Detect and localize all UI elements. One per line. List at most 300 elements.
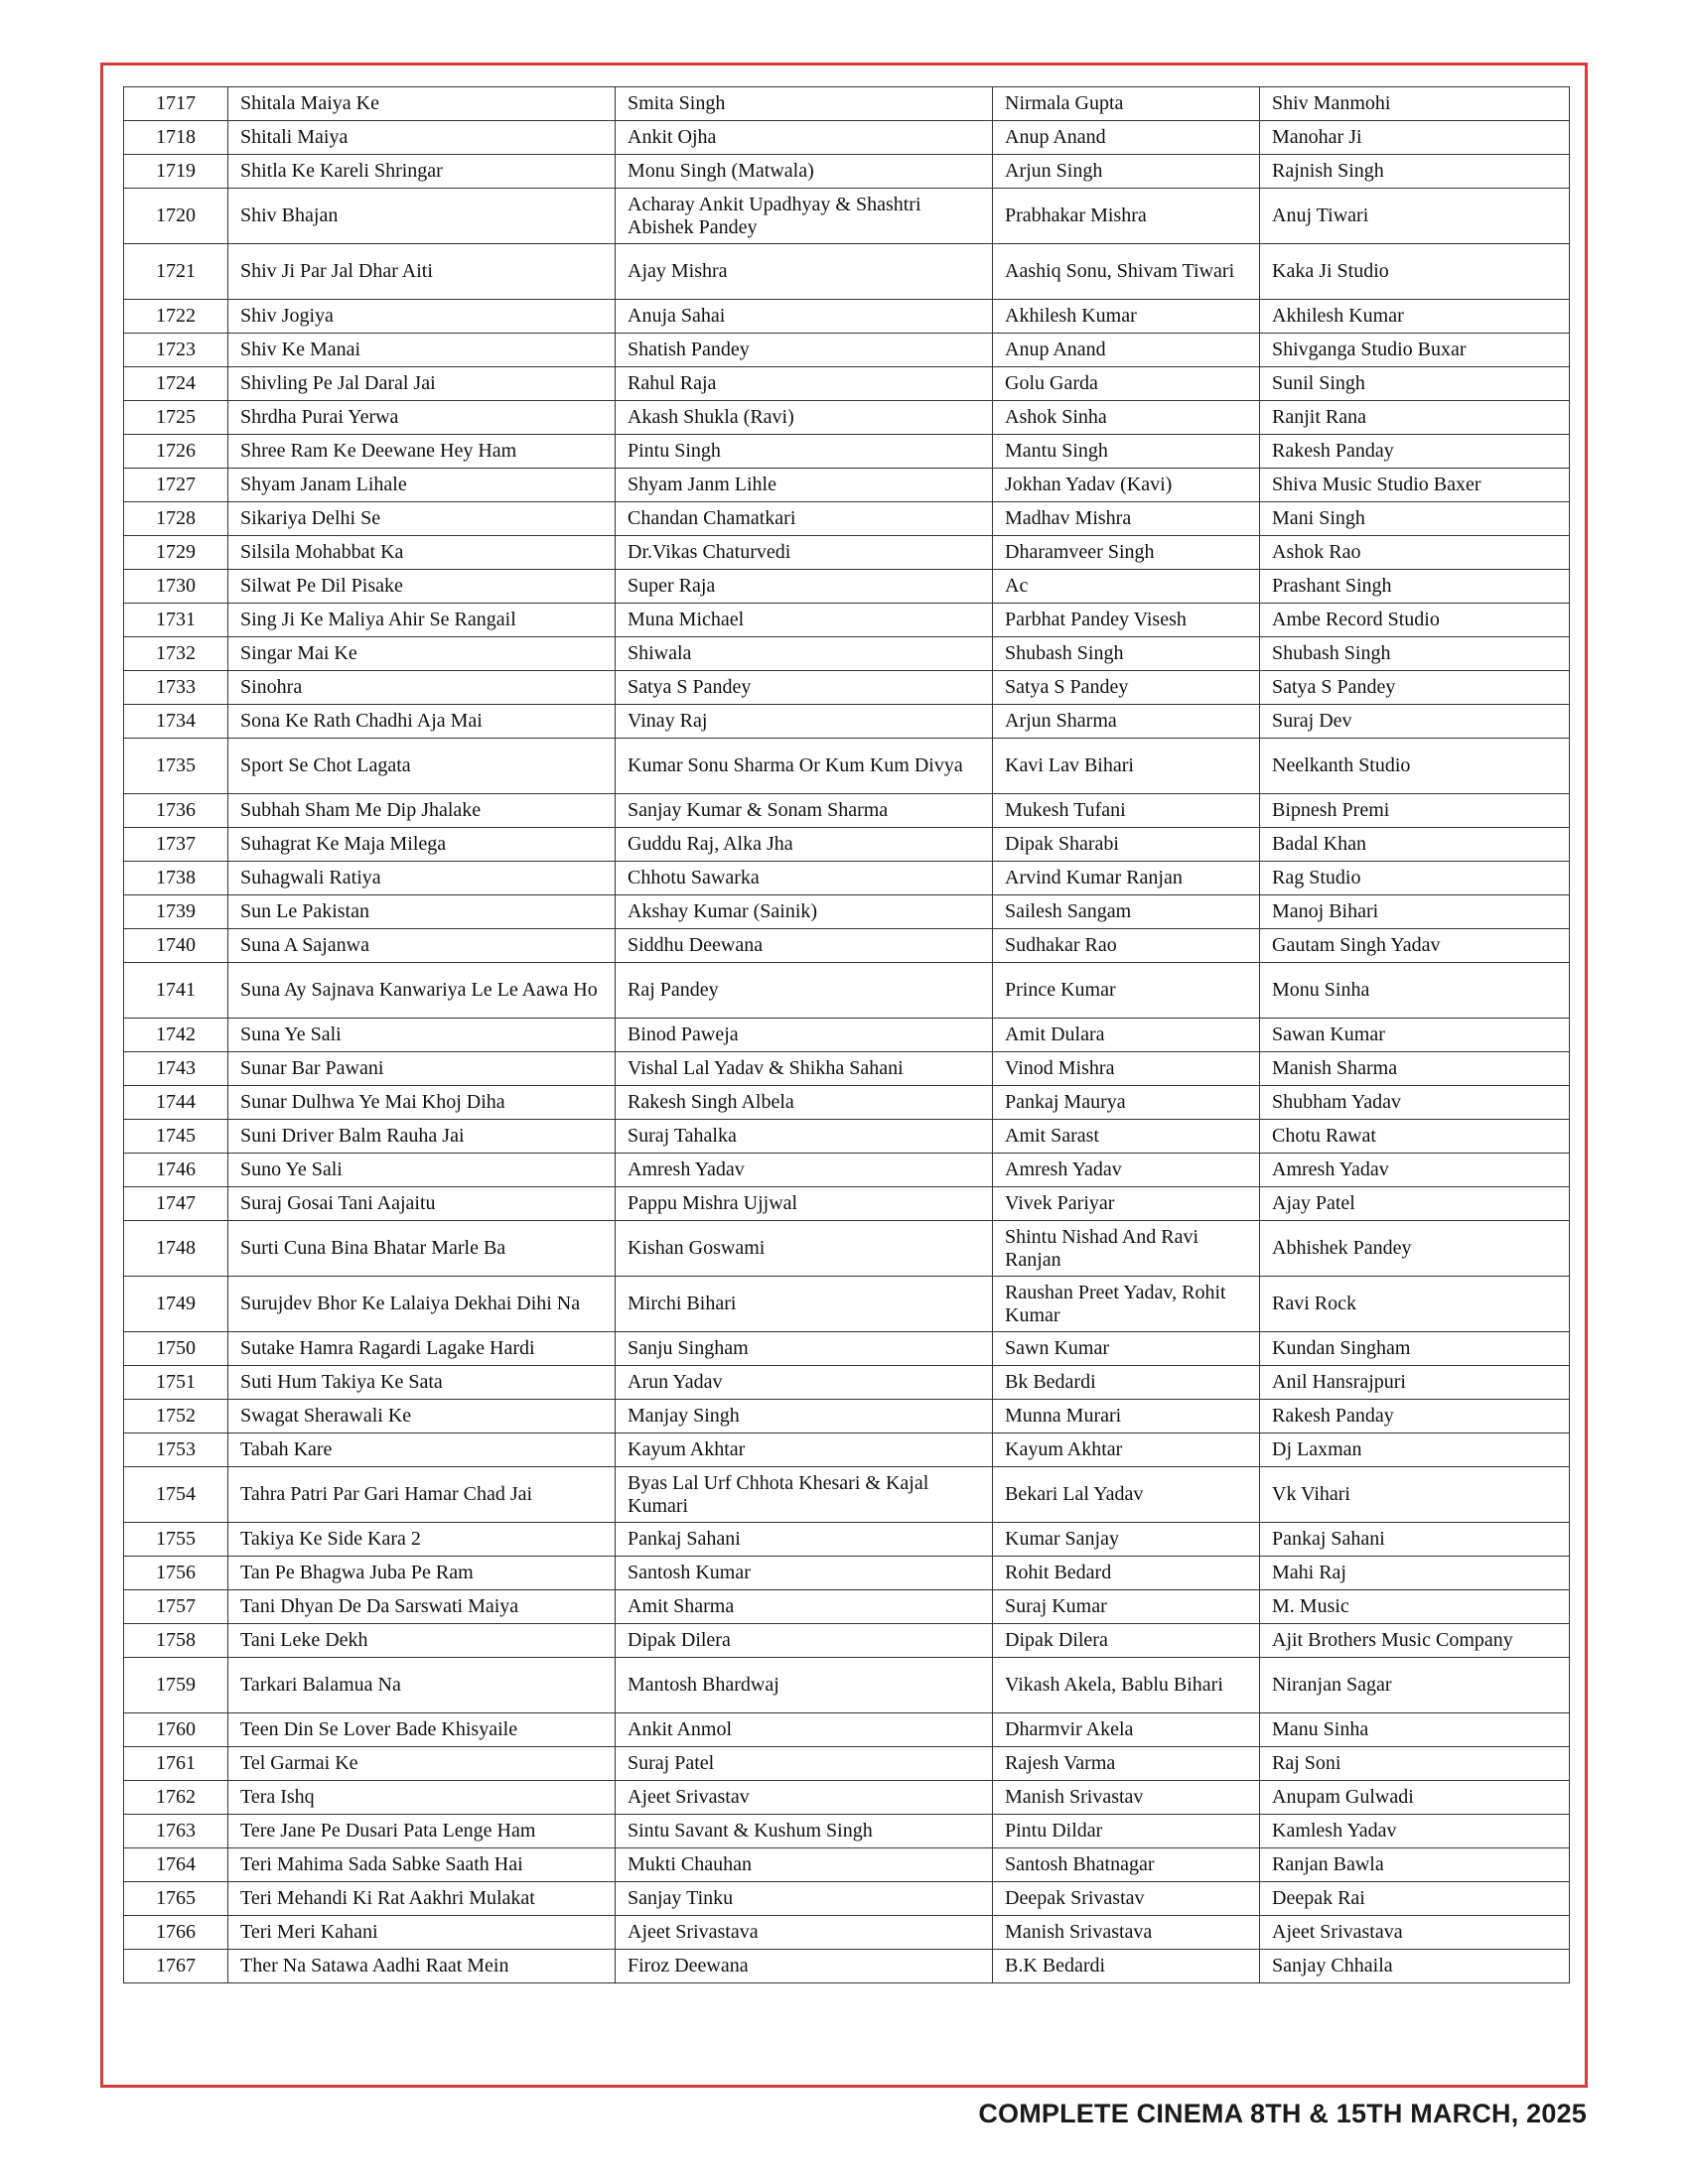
lyricist-cell: Anup Anand: [993, 334, 1260, 367]
singer-cell: Kishan Goswami: [616, 1221, 993, 1277]
table-row: [124, 1052, 1570, 1086]
song-title-cell: Tera Ishq: [228, 1781, 616, 1815]
table-row: [124, 705, 1570, 739]
song-title-cell: Shitali Maiya: [228, 121, 616, 155]
serial-number-cell: 1767: [124, 1950, 228, 1983]
music-cell: Ajeet Srivastava: [1260, 1916, 1570, 1950]
serial-number-cell: 1724: [124, 367, 228, 401]
table-row: [124, 929, 1570, 963]
singer-cell: Suraj Tahalka: [616, 1120, 993, 1154]
serial-number-cell: 1727: [124, 469, 228, 502]
lyricist-cell: Aashiq Sonu, Shivam Tiwari: [993, 244, 1260, 300]
table-row: [124, 536, 1570, 570]
table-row: [124, 1086, 1570, 1120]
song-title-cell: Shyam Janam Lihale: [228, 469, 616, 502]
song-title-cell: Shiv Ke Manai: [228, 334, 616, 367]
lyricist-cell: Prabhakar Mishra: [993, 189, 1260, 244]
song-title-cell: Shrdha Purai Yerwa: [228, 401, 616, 435]
table-row: [124, 121, 1570, 155]
singer-cell: Vishal Lal Yadav & Shikha Sahani: [616, 1052, 993, 1086]
music-cell: Ajit Brothers Music Company: [1260, 1624, 1570, 1658]
music-cell: Amresh Yadav: [1260, 1154, 1570, 1187]
serial-number-cell: 1736: [124, 794, 228, 828]
singer-cell: Mantosh Bhardwaj: [616, 1658, 993, 1713]
music-cell: Raj Soni: [1260, 1747, 1570, 1781]
serial-number-cell: 1760: [124, 1713, 228, 1747]
lyricist-cell: Akhilesh Kumar: [993, 300, 1260, 334]
singer-cell: Kumar Sonu Sharma Or Kum Kum Divya: [616, 739, 993, 794]
song-title-cell: Swagat Sherawali Ke: [228, 1400, 616, 1433]
singer-cell: Dr.Vikas Chaturvedi: [616, 536, 993, 570]
music-cell: Manoj Bihari: [1260, 895, 1570, 929]
lyricist-cell: Raushan Preet Yadav, Rohit Kumar: [993, 1277, 1260, 1332]
singer-cell: Sanjay Kumar & Sonam Sharma: [616, 794, 993, 828]
music-cell: Ajay Patel: [1260, 1187, 1570, 1221]
music-cell: Prashant Singh: [1260, 570, 1570, 604]
music-cell: Neelkanth Studio: [1260, 739, 1570, 794]
song-title-cell: Tani Leke Dekh: [228, 1624, 616, 1658]
table-row: [124, 1019, 1570, 1052]
song-title-cell: Tel Garmai Ke: [228, 1747, 616, 1781]
music-cell: Rag Studio: [1260, 862, 1570, 895]
music-cell: M. Music: [1260, 1590, 1570, 1624]
table-row: [124, 794, 1570, 828]
music-cell: Anil Hansrajpuri: [1260, 1366, 1570, 1400]
table-row: [124, 1624, 1570, 1658]
song-title-cell: Suna A Sajanwa: [228, 929, 616, 963]
song-title-cell: Silwat Pe Dil Pisake: [228, 570, 616, 604]
music-cell: Satya S Pandey: [1260, 671, 1570, 705]
music-cell: Mani Singh: [1260, 502, 1570, 536]
table-row: [124, 1916, 1570, 1950]
lyricist-cell: Dharamveer Singh: [993, 536, 1260, 570]
song-title-cell: Surti Cuna Bina Bhatar Marle Ba: [228, 1221, 616, 1277]
song-title-cell: Suhagwali Ratiya: [228, 862, 616, 895]
lyricist-cell: Rohit Bedard: [993, 1557, 1260, 1590]
music-cell: Deepak Rai: [1260, 1882, 1570, 1916]
lyricist-cell: Dipak Sharabi: [993, 828, 1260, 862]
lyricist-cell: Parbhat Pandey Visesh: [993, 604, 1260, 637]
lyricist-cell: Pankaj Maurya: [993, 1086, 1260, 1120]
serial-number-cell: 1718: [124, 121, 228, 155]
table-row: [124, 1713, 1570, 1747]
serial-number-cell: 1747: [124, 1187, 228, 1221]
music-cell: Vk Vihari: [1260, 1467, 1570, 1523]
music-cell: Rajnish Singh: [1260, 155, 1570, 189]
music-cell: Mahi Raj: [1260, 1557, 1570, 1590]
table-row: [124, 1781, 1570, 1815]
table-row: [124, 1658, 1570, 1713]
lyricist-cell: Shintu Nishad And Ravi Ranjan: [993, 1221, 1260, 1277]
serial-number-cell: 1746: [124, 1154, 228, 1187]
serial-number-cell: 1750: [124, 1332, 228, 1366]
music-cell: Shivganga Studio Buxar: [1260, 334, 1570, 367]
table-row: [124, 244, 1570, 300]
serial-number-cell: 1728: [124, 502, 228, 536]
singer-cell: Pintu Singh: [616, 435, 993, 469]
singer-cell: Pappu Mishra Ujjwal: [616, 1187, 993, 1221]
table-row: [124, 401, 1570, 435]
serial-number-cell: 1763: [124, 1815, 228, 1848]
serial-number-cell: 1744: [124, 1086, 228, 1120]
singer-cell: Sanju Singham: [616, 1332, 993, 1366]
lyricist-cell: Madhav Mishra: [993, 502, 1260, 536]
lyricist-cell: Jokhan Yadav (Kavi): [993, 469, 1260, 502]
song-title-cell: Tere Jane Pe Dusari Pata Lenge Ham: [228, 1815, 616, 1848]
table-row: [124, 1277, 1570, 1332]
lyricist-cell: B.K Bedardi: [993, 1950, 1260, 1983]
singer-cell: Ankit Anmol: [616, 1713, 993, 1747]
serial-number-cell: 1743: [124, 1052, 228, 1086]
serial-number-cell: 1756: [124, 1557, 228, 1590]
song-title-cell: Ther Na Satawa Aadhi Raat Mein: [228, 1950, 616, 1983]
table-row: [124, 895, 1570, 929]
lyricist-cell: Sailesh Sangam: [993, 895, 1260, 929]
lyricist-cell: Deepak Srivastav: [993, 1882, 1260, 1916]
table-row: [124, 1332, 1570, 1366]
singer-cell: Raj Pandey: [616, 963, 993, 1019]
table-row: [124, 1848, 1570, 1882]
song-title-cell: Subhah Sham Me Dip Jhalake: [228, 794, 616, 828]
serial-number-cell: 1722: [124, 300, 228, 334]
music-cell: Niranjan Sagar: [1260, 1658, 1570, 1713]
music-cell: Shubham Yadav: [1260, 1086, 1570, 1120]
lyricist-cell: Kayum Akhtar: [993, 1433, 1260, 1467]
singer-cell: Siddhu Deewana: [616, 929, 993, 963]
music-cell: Anuj Tiwari: [1260, 189, 1570, 244]
table-row: [124, 1366, 1570, 1400]
music-cell: Sunil Singh: [1260, 367, 1570, 401]
singer-cell: Ajeet Srivastav: [616, 1781, 993, 1815]
table-row: [124, 1523, 1570, 1557]
music-cell: Badal Khan: [1260, 828, 1570, 862]
serial-number-cell: 1761: [124, 1747, 228, 1781]
music-cell: Kamlesh Yadav: [1260, 1815, 1570, 1848]
singer-cell: Chandan Chamatkari: [616, 502, 993, 536]
song-title-cell: Suti Hum Takiya Ke Sata: [228, 1366, 616, 1400]
singer-cell: Monu Singh (Matwala): [616, 155, 993, 189]
serial-number-cell: 1739: [124, 895, 228, 929]
singer-cell: Amit Sharma: [616, 1590, 993, 1624]
singer-cell: Smita Singh: [616, 87, 993, 121]
serial-number-cell: 1762: [124, 1781, 228, 1815]
serial-number-cell: 1731: [124, 604, 228, 637]
singer-cell: Kayum Akhtar: [616, 1433, 993, 1467]
song-title-cell: Sing Ji Ke Maliya Ahir Se Rangail: [228, 604, 616, 637]
song-title-cell: Sutake Hamra Ragardi Lagake Hardi: [228, 1332, 616, 1366]
table-row: [124, 469, 1570, 502]
singer-cell: Akshay Kumar (Sainik): [616, 895, 993, 929]
singer-cell: Shyam Janm Lihle: [616, 469, 993, 502]
singer-cell: Sintu Savant & Kushum Singh: [616, 1815, 993, 1848]
singer-cell: Pankaj Sahani: [616, 1523, 993, 1557]
serial-number-cell: 1730: [124, 570, 228, 604]
singer-cell: Shatish Pandey: [616, 334, 993, 367]
singer-cell: Akash Shukla (Ravi): [616, 401, 993, 435]
table-row: [124, 604, 1570, 637]
serial-number-cell: 1719: [124, 155, 228, 189]
song-title-cell: Takiya Ke Side Kara 2: [228, 1523, 616, 1557]
music-cell: Kaka Ji Studio: [1260, 244, 1570, 300]
music-cell: Kundan Singham: [1260, 1332, 1570, 1366]
table-row: [124, 1950, 1570, 1983]
singer-cell: Mirchi Bihari: [616, 1277, 993, 1332]
song-title-cell: Shivling Pe Jal Daral Jai: [228, 367, 616, 401]
serial-number-cell: 1759: [124, 1658, 228, 1713]
lyricist-cell: Bk Bedardi: [993, 1366, 1260, 1400]
table-row: [124, 1433, 1570, 1467]
lyricist-cell: Munna Murari: [993, 1400, 1260, 1433]
music-cell: Sanjay Chhaila: [1260, 1950, 1570, 1983]
singer-cell: Binod Paweja: [616, 1019, 993, 1052]
music-cell: Rakesh Panday: [1260, 435, 1570, 469]
serial-number-cell: 1751: [124, 1366, 228, 1400]
table-row: [124, 1815, 1570, 1848]
song-title-cell: Singar Mai Ke: [228, 637, 616, 671]
song-title-cell: Shree Ram Ke Deewane Hey Ham: [228, 435, 616, 469]
music-cell: Anupam Gulwadi: [1260, 1781, 1570, 1815]
serial-number-cell: 1723: [124, 334, 228, 367]
table-row: [124, 1557, 1570, 1590]
music-cell: Ashok Rao: [1260, 536, 1570, 570]
serial-number-cell: 1721: [124, 244, 228, 300]
song-title-cell: Suhagrat Ke Maja Milega: [228, 828, 616, 862]
lyricist-cell: Manish Srivastav: [993, 1781, 1260, 1815]
serial-number-cell: 1734: [124, 705, 228, 739]
singer-cell: Manjay Singh: [616, 1400, 993, 1433]
song-title-cell: Sinohra: [228, 671, 616, 705]
serial-number-cell: 1753: [124, 1433, 228, 1467]
table-row: [124, 739, 1570, 794]
song-title-cell: Sikariya Delhi Se: [228, 502, 616, 536]
singer-cell: Byas Lal Urf Chhota Khesari & Kajal Kumari: [616, 1467, 993, 1523]
music-cell: Ravi Rock: [1260, 1277, 1570, 1332]
lyricist-cell: Vikash Akela, Bablu Bihari: [993, 1658, 1260, 1713]
lyricist-cell: Pintu Dildar: [993, 1815, 1260, 1848]
music-cell: Monu Sinha: [1260, 963, 1570, 1019]
music-cell: Suraj Dev: [1260, 705, 1570, 739]
music-cell: Rakesh Panday: [1260, 1400, 1570, 1433]
lyricist-cell: Mantu Singh: [993, 435, 1260, 469]
lyricist-cell: Satya S Pandey: [993, 671, 1260, 705]
song-title-cell: Teri Mehandi Ki Rat Aakhri Mulakat: [228, 1882, 616, 1916]
table-row: [124, 155, 1570, 189]
serial-number-cell: 1745: [124, 1120, 228, 1154]
lyricist-cell: Golu Garda: [993, 367, 1260, 401]
table-row: [124, 1747, 1570, 1781]
lyricist-cell: Anup Anand: [993, 121, 1260, 155]
table-row: [124, 1467, 1570, 1523]
table-row: [124, 637, 1570, 671]
serial-number-cell: 1735: [124, 739, 228, 794]
singer-cell: Shiwala: [616, 637, 993, 671]
serial-number-cell: 1732: [124, 637, 228, 671]
song-title-cell: Shitla Ke Kareli Shringar: [228, 155, 616, 189]
singer-cell: Vinay Raj: [616, 705, 993, 739]
lyricist-cell: Sawn Kumar: [993, 1332, 1260, 1366]
music-cell: Gautam Singh Yadav: [1260, 929, 1570, 963]
lyricist-cell: Mukesh Tufani: [993, 794, 1260, 828]
serial-number-cell: 1749: [124, 1277, 228, 1332]
song-title-cell: Sun Le Pakistan: [228, 895, 616, 929]
lyricist-cell: Nirmala Gupta: [993, 87, 1260, 121]
song-title-cell: Teri Meri Kahani: [228, 1916, 616, 1950]
song-title-cell: Shiv Jogiya: [228, 300, 616, 334]
lyricist-cell: Bekari Lal Yadav: [993, 1467, 1260, 1523]
serial-number-cell: 1741: [124, 963, 228, 1019]
lyricist-cell: Amit Dulara: [993, 1019, 1260, 1052]
lyricist-cell: Vivek Pariyar: [993, 1187, 1260, 1221]
singer-cell: Suraj Patel: [616, 1747, 993, 1781]
singer-cell: Muna Michael: [616, 604, 993, 637]
lyricist-cell: Prince Kumar: [993, 963, 1260, 1019]
singer-cell: Super Raja: [616, 570, 993, 604]
table-row: [124, 1400, 1570, 1433]
table-row: [124, 828, 1570, 862]
song-title-cell: Suna Ye Sali: [228, 1019, 616, 1052]
singer-cell: Dipak Dilera: [616, 1624, 993, 1658]
singer-cell: Mukti Chauhan: [616, 1848, 993, 1882]
song-title-cell: Sunar Dulhwa Ye Mai Khoj Diha: [228, 1086, 616, 1120]
singer-cell: Rahul Raja: [616, 367, 993, 401]
song-listing-body: [124, 87, 1570, 1983]
music-cell: Shiva Music Studio Baxer: [1260, 469, 1570, 502]
music-cell: Shubash Singh: [1260, 637, 1570, 671]
table-row: [124, 671, 1570, 705]
lyricist-cell: Suraj Kumar: [993, 1590, 1260, 1624]
serial-number-cell: 1720: [124, 189, 228, 244]
singer-cell: Anuja Sahai: [616, 300, 993, 334]
song-title-cell: Tahra Patri Par Gari Hamar Chad Jai: [228, 1467, 616, 1523]
song-title-cell: Surujdev Bhor Ke Lalaiya Dekhai Dihi Na: [228, 1277, 616, 1332]
music-cell: Manish Sharma: [1260, 1052, 1570, 1086]
serial-number-cell: 1733: [124, 671, 228, 705]
singer-cell: Ajay Mishra: [616, 244, 993, 300]
footer-publication-line: COMPLETE CINEMA 8TH & 15TH MARCH, 2025: [978, 2099, 1587, 2128]
lyricist-cell: Kavi Lav Bihari: [993, 739, 1260, 794]
table-row: [124, 87, 1570, 121]
music-cell: Manu Sinha: [1260, 1713, 1570, 1747]
lyricist-cell: Dharmvir Akela: [993, 1713, 1260, 1747]
lyricist-cell: Kumar Sanjay: [993, 1523, 1260, 1557]
serial-number-cell: 1754: [124, 1467, 228, 1523]
song-title-cell: Tan Pe Bhagwa Juba Pe Ram: [228, 1557, 616, 1590]
music-cell: Abhishek Pandey: [1260, 1221, 1570, 1277]
music-cell: Ambe Record Studio: [1260, 604, 1570, 637]
music-cell: Pankaj Sahani: [1260, 1523, 1570, 1557]
music-cell: Ranjan Bawla: [1260, 1848, 1570, 1882]
serial-number-cell: 1740: [124, 929, 228, 963]
song-title-cell: Shiv Ji Par Jal Dhar Aiti: [228, 244, 616, 300]
serial-number-cell: 1725: [124, 401, 228, 435]
song-title-cell: Teri Mahima Sada Sabke Saath Hai: [228, 1848, 616, 1882]
table-row: [124, 862, 1570, 895]
serial-number-cell: 1757: [124, 1590, 228, 1624]
table-row: [124, 1154, 1570, 1187]
table-row: [124, 1882, 1570, 1916]
serial-number-cell: 1717: [124, 87, 228, 121]
singer-cell: Sanjay Tinku: [616, 1882, 993, 1916]
song-title-cell: Sunar Bar Pawani: [228, 1052, 616, 1086]
lyricist-cell: Dipak Dilera: [993, 1624, 1260, 1658]
lyricist-cell: Arvind Kumar Ranjan: [993, 862, 1260, 895]
singer-cell: Amresh Yadav: [616, 1154, 993, 1187]
lyricist-cell: Ac: [993, 570, 1260, 604]
music-cell: Bipnesh Premi: [1260, 794, 1570, 828]
singer-cell: Firoz Deewana: [616, 1950, 993, 1983]
song-title-cell: Tabah Kare: [228, 1433, 616, 1467]
song-title-cell: Tani Dhyan De Da Sarswati Maiya: [228, 1590, 616, 1624]
lyricist-cell: Amit Sarast: [993, 1120, 1260, 1154]
song-title-cell: Sona Ke Rath Chadhi Aja Mai: [228, 705, 616, 739]
lyricist-cell: Vinod Mishra: [993, 1052, 1260, 1086]
song-title-cell: Sport Se Chot Lagata: [228, 739, 616, 794]
serial-number-cell: 1764: [124, 1848, 228, 1882]
song-title-cell: Suni Driver Balm Rauha Jai: [228, 1120, 616, 1154]
lyricist-cell: Arjun Sharma: [993, 705, 1260, 739]
table-row: [124, 1120, 1570, 1154]
singer-cell: Ajeet Srivastava: [616, 1916, 993, 1950]
serial-number-cell: 1755: [124, 1523, 228, 1557]
serial-number-cell: 1742: [124, 1019, 228, 1052]
serial-number-cell: 1729: [124, 536, 228, 570]
table-row: [124, 1187, 1570, 1221]
table-row: [124, 1221, 1570, 1277]
serial-number-cell: 1758: [124, 1624, 228, 1658]
serial-number-cell: 1748: [124, 1221, 228, 1277]
singer-cell: Arun Yadav: [616, 1366, 993, 1400]
table-row: [124, 435, 1570, 469]
lyricist-cell: Rajesh Varma: [993, 1747, 1260, 1781]
serial-number-cell: 1766: [124, 1916, 228, 1950]
song-title-cell: Shiv Bhajan: [228, 189, 616, 244]
song-title-cell: Silsila Mohabbat Ka: [228, 536, 616, 570]
serial-number-cell: 1765: [124, 1882, 228, 1916]
table-row: [124, 1590, 1570, 1624]
serial-number-cell: 1752: [124, 1400, 228, 1433]
music-cell: Sawan Kumar: [1260, 1019, 1570, 1052]
singer-cell: Santosh Kumar: [616, 1557, 993, 1590]
table-row: [124, 300, 1570, 334]
lyricist-cell: Manish Srivastava: [993, 1916, 1260, 1950]
lyricist-cell: Amresh Yadav: [993, 1154, 1260, 1187]
song-title-cell: Teen Din Se Lover Bade Khisyaile: [228, 1713, 616, 1747]
music-cell: Ranjit Rana: [1260, 401, 1570, 435]
serial-number-cell: 1738: [124, 862, 228, 895]
song-listing-table: [123, 86, 1570, 1983]
song-title-cell: Tarkari Balamua Na: [228, 1658, 616, 1713]
song-title-cell: Suraj Gosai Tani Aajaitu: [228, 1187, 616, 1221]
lyricist-cell: Santosh Bhatnagar: [993, 1848, 1260, 1882]
table-row: [124, 570, 1570, 604]
serial-number-cell: 1726: [124, 435, 228, 469]
singer-cell: Acharay Ankit Upadhyay & Shashtri Abishek Pandey: [616, 189, 993, 244]
song-title-cell: Suno Ye Sali: [228, 1154, 616, 1187]
singer-cell: Guddu Raj, Alka Jha: [616, 828, 993, 862]
lyricist-cell: Shubash Singh: [993, 637, 1260, 671]
music-cell: Manohar Ji: [1260, 121, 1570, 155]
song-title-cell: Suna Ay Sajnava Kanwariya Le Le Aawa Ho: [228, 963, 616, 1019]
table-row: [124, 963, 1570, 1019]
lyricist-cell: Sudhakar Rao: [993, 929, 1260, 963]
table-row: [124, 502, 1570, 536]
music-cell: Chotu Rawat: [1260, 1120, 1570, 1154]
singer-cell: Rakesh Singh Albela: [616, 1086, 993, 1120]
music-cell: Dj Laxman: [1260, 1433, 1570, 1467]
singer-cell: Satya S Pandey: [616, 671, 993, 705]
table-row: [124, 189, 1570, 244]
music-cell: Shiv Manmohi: [1260, 87, 1570, 121]
